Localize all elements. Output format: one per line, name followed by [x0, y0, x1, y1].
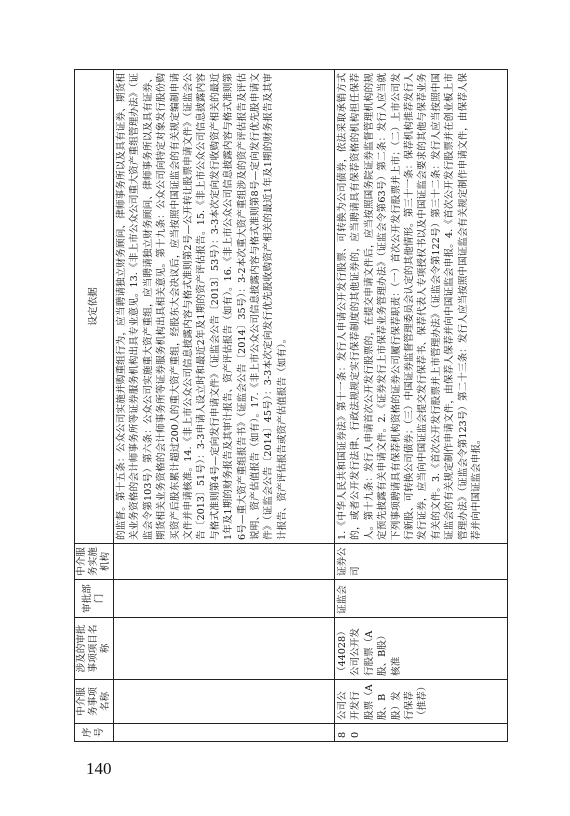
- cell-service-name: 公司公开发行股票（A股、B股）发行保荐（推荐）: [335, 680, 508, 724]
- cell-approval-item: （44028）公司公开发行股票（A股、B股）核准: [335, 618, 508, 680]
- cell-service-agency: 证券公司: [335, 544, 508, 580]
- cell-approval-item: [114, 618, 335, 680]
- header-approval-dept: 审批部门: [75, 580, 114, 618]
- table-header-row: [75, 70, 114, 742]
- cell-no: [114, 724, 335, 742]
- rotated-table-block: [74, 70, 492, 742]
- table-row: [335, 70, 508, 742]
- table-row: [114, 70, 335, 742]
- header-service-agency: 中介服务实施机构: [75, 544, 114, 580]
- cell-legal-basis: 的监督。第十五条：公众公司实施并购重组行为，应当聘请独立财务顾问、律师事务所以及具有证券、期货相关业务资格的会计师事务所等证券服务机构出具专业意见。13.《非上市公众公司重大资产重组管理办法》（证监会令第103号）第六条：公众公司实施重大资产重组，应当聘请独立财务顾问、律师事务所以及具有证券、期货相关业务资格的会计师事务所等证券服务机构出具相关意见。第十九条：公众公司向特定对象发行股份购买资产后股东累计超过200人的重大资产重组，经股东大会决议后，应当按照中国证监会的有关规定编制申请文件并申请核准。14.《非上市公众公司信息披露内容与格式准则第2号—公开转让股票申请文件》（证监会公告〔2013〕51号）：3-3申请人设立时和最近2年及1期的资产评估报告。15.《非上市公众公司信息披露内容与格式准则第4号—定向发行申请文件》（证监会公告〔2013〕53号）：3-3本次定向发行收购资产相关的最近1年及1期的财务报告及其审计报告、资产评估报告（如有）。16.《非上市公众公司信息披露内容与格式准则第6号—重大资产重组报告书》（证监会公告〔2014〕35号）：3-2本次重大资产重组涉及的资产评估报告及评估说明、资产估值报告（如有）。17.《非上市公众公司信息披露内容与格式准则第8号—定向发行优先股申请文件》（证监会公告〔2014〕45号）：3-3本次定向发行优先股收购资产相关的最近1年及1期的财务报告及其审计报告、资产评估报告或资产估值报告（如有）。: [114, 70, 335, 544]
- header-no: 序号: [75, 724, 114, 742]
- regulation-table: [74, 69, 508, 742]
- cell-approval-dept: [114, 580, 335, 618]
- cell-no: 80: [335, 724, 508, 742]
- cell-approval-dept: 证监会: [335, 580, 508, 618]
- header-service-name: 中介服务事项名称: [75, 680, 114, 724]
- header-approval-item: 涉及的审批事项项目名称: [75, 618, 114, 680]
- cell-legal-basis: 1.《中华人民共和国证券法》第十一条：发行人申请公开发行股票、可转换为公司债券，依法采取承销方式的，或者公开发行法律、行政法规规定实行保荐制度的其他证券的，应当聘请具有保荐资格的机构担任保荐人。第十九条：发行人申请首次公开发行股票的，在提交申请文件后，应当按照国务院证券监督管理机构的规定预先披露有关申请文件。2.《证券发行上市保荐业务管理办法》（证监会令第63号）第二条：发行人应当就下列事项聘请具有保荐机构资格的证券公司履行保荐职责：（一）首次公开发行股票并上市；（二）上市公司发行新股、可转换公司债券；（三）中国证券监督管理委员会认定的其他情形。第三十一条：保荐机构推荐发行人发行证券，应当向中国证监会提交发行保荐书、保荐代表人专项授权书以及中国证监会要求的其他与保荐业务有关的文件。3.《首次公开发行股票并上市管理办法》（证监会令第122号）第三十二条：发行人应当按照中国证监会的有关规定制作申请文件，由保荐人保荐并向中国证监会申报。4.《首次公开发行股票并在创业板上市管理办法》（证监会令第123号）第二十三条：发行人应当按照中国证监会有关规定制作申请文件，由保荐人保荐并向中国证监会申报。: [335, 70, 508, 544]
- header-legal-basis: 设定依据: [75, 70, 114, 544]
- cell-service-agency: [114, 544, 335, 580]
- cell-service-name: [114, 680, 335, 724]
- page-number: 140: [86, 759, 112, 778]
